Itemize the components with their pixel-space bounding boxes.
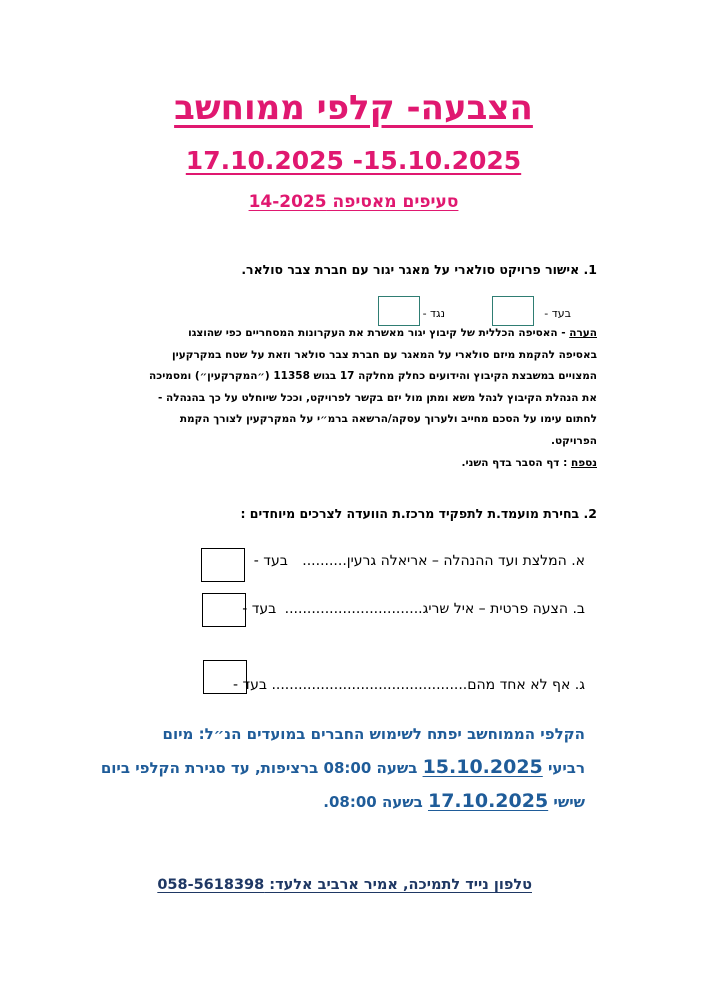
item1-title: אישור פרויקט סולארי על מאגר יגור עם חברת צבר סולאר.	[241, 262, 580, 277]
page-subtitle: סעיפים מאסיפה 14-2025	[248, 192, 459, 212]
appendix-label: נספח	[570, 456, 597, 469]
item2-title: בחירת מועמד.ת לתפקיד מרכז.ת הוועדה לצרכים מיוחדים :	[240, 506, 580, 521]
appendix-line	[107, 453, 597, 475]
item1-against-checkbox[interactable]	[378, 296, 420, 326]
option-text: ב. הצעה פרטית – איל שריג...............................	[284, 601, 585, 617]
item2-option-a	[254, 553, 585, 569]
appendix-text: : דף הסבר בדף השני.	[461, 456, 571, 469]
item1-against-label: נגד -	[422, 307, 445, 320]
schedule-line-3: שישי 17.10.2025 בשעה 08:00.	[323, 790, 585, 812]
note-line: באסיפה להקמת מיזם סולארי על המאגר עם חברת צבר סולאר וזאת על שטח במקרקעין	[172, 348, 597, 361]
note-line: את הנהלת הקיבוץ לנהל משא ומתן מול יזם בקשר לפרויקט, וככל שיוחלט על כך בהנהלה -	[158, 391, 597, 404]
item2-option-b	[242, 601, 585, 617]
support-phone: טלפון נייד לתמיכה, אמיר ארביב אלעד: 058-5618398	[157, 877, 532, 893]
close-date: 17.10.2025	[427, 790, 549, 812]
schedule-text	[95, 718, 585, 819]
schedule-line-2: רביעי 15.10.2025 בשעה 08:00 ברציפות, עד סגירת הקלפי ביום	[100, 756, 585, 778]
item2-heading	[240, 506, 597, 521]
page-title: הצבעה- קלפי ממוחשב	[174, 88, 533, 128]
item2-option-b-checkbox[interactable]	[202, 593, 246, 627]
item1-heading	[241, 262, 597, 277]
item1-for-checkbox[interactable]	[492, 296, 534, 326]
schedule-line-1: הקלפי הממוחשב יפתח לשימוש החברים במועדים הנ״ל: מיום	[162, 725, 585, 743]
note-line: המצויים במשבצת הקיבוץ והידועים כחלק מחלקה 17 בגוש 11358 (״המקרקעין״) ומסמיכה	[149, 370, 597, 383]
item1-note	[107, 323, 597, 474]
vote-dates-text: 17.10.2025 -15.10.2025	[185, 146, 522, 175]
note-line: לחתום עימו על הסכם מחייב ולערוך עסקה/הרשאה ברמ״י על המקרקעין לצורך הקמת	[179, 413, 597, 426]
item1-for-label: בעד -	[544, 307, 571, 320]
item2-option-c-checkbox[interactable]	[203, 660, 247, 694]
vote-dates	[0, 146, 707, 175]
option-vote-label: בעד -	[242, 601, 277, 617]
note-line: הערה - האסיפה הכללית של קיבוץ יגור מאשרת את העקרונות המסחריים כפי שהוצגו	[188, 327, 597, 339]
item2-option-a-checkbox[interactable]	[201, 548, 245, 582]
note-label: הערה	[569, 327, 597, 339]
option-text: א. המלצת ועד ההנהלה – אריאלה גרעין..........	[302, 553, 585, 569]
item1-number: 1.	[583, 262, 597, 277]
item2-option-c	[233, 677, 585, 693]
option-vote-label: בעד -	[253, 553, 288, 569]
item2-number: 2.	[583, 506, 597, 521]
option-text: ג. אף לא אחד מהם............................................	[271, 677, 585, 693]
open-date: 15.10.2025	[422, 756, 543, 778]
option-vote-label: בעד -	[232, 677, 267, 693]
note-line: הפרויקט.	[551, 434, 597, 447]
